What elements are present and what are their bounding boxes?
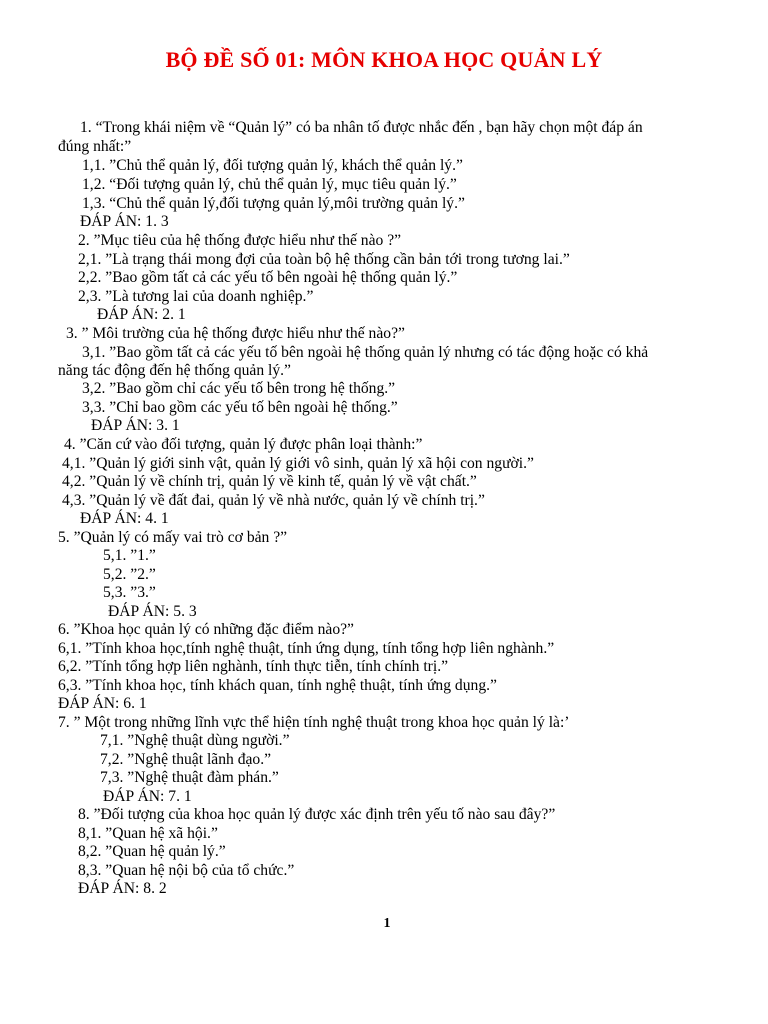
page-number: 1 [383,916,391,931]
document-title: BỘ ĐỀ SỐ 01: MÔN KHOA HỌC QUẢN LÝ [165,47,603,72]
option-3-2: 3,2. ”Bao gồm chỉ các yếu tố bên trong hệ thống.” [82,380,396,397]
question-3: 3. ” Môi trường của hệ thống được hiểu như thế nào?” [66,325,405,342]
option-6-1: 6,1. ”Tính khoa học,tính nghệ thuật, tính ứng dụng, tính tổng hợp liên nghành.” [58,640,555,657]
option-1-2: 1,2. “Đối tượng quản lý, chủ thể quản lý, mục tiêu quản lý.” [82,176,457,193]
option-3-1-line-1: 3,1. ”Bao gồm tất cả các yếu tố bên ngoài hệ thống quản lý nhưng có tác động hoặc có khả [82,344,649,361]
option-5-1: 5,1. ”1.” [103,547,156,564]
option-4-1: 4,1. ”Quản lý giới sinh vật, quản lý giới vô sinh, quản lý xã hội con người.” [62,455,534,472]
option-4-2: 4,2. ”Quản lý về chính trị, quản lý về kinh tế, quản lý về vật chất.” [62,473,477,490]
answer-1: ĐÁP ÁN: 1. 3 [80,213,169,230]
option-2-3: 2,3. ”Là tương lai của doanh nghiệp.” [78,288,314,305]
question-5: 5. ”Quản lý có mấy vai trò cơ bản ?” [58,529,288,546]
answer-6: ĐÁP ÁN: 6. 1 [58,695,147,712]
option-5-2: 5,2. ”2.” [103,566,156,583]
question-1-line-2: đúng nhất:” [58,138,132,155]
option-5-3: 5,3. ”3.” [103,584,156,601]
answer-8: ĐÁP ÁN: 8. 2 [78,880,167,897]
question-6: 6. ”Khoa học quản lý có những đặc điểm nào?” [58,621,354,638]
question-8: 8. ”Đối tượng của khoa học quản lý được xác định trên yếu tố nào sau đây?” [78,806,556,823]
option-8-1: 8,1. ”Quan hệ xã hội.” [78,825,218,842]
answer-4: ĐÁP ÁN: 4. 1 [80,510,169,527]
option-3-1-line-2: năng tác động đến hệ thống quản lý.” [58,362,291,379]
option-8-3: 8,3. ”Quan hệ nội bộ của tổ chức.” [78,862,295,879]
question-1-line-1: 1. “Trong khái niệm về “Quản lý” có ba nhân tố được nhắc đến , bạn hãy chọn một đáp án [80,119,643,136]
question-4: 4. ”Căn cứ vào đối tượng, quản lý được phân loại thành:” [64,436,423,453]
question-2: 2. ”Mục tiêu của hệ thống được hiểu như thế nào ?” [78,232,402,249]
option-6-3: 6,3. ”Tính khoa học, tính khách quan, tính nghệ thuật, tính ứng dụng.” [58,677,497,694]
option-2-2: 2,2. ”Bao gồm tất cả các yếu tố bên ngoài hệ thống quản lý.” [78,269,458,286]
option-4-3: 4,3. ”Quản lý về đất đai, quản lý về nhà nước, quản lý về chính trị.” [62,492,485,509]
option-1-1: 1,1. ”Chủ thể quản lý, đối tượng quản lý, khách thể quản lý.” [82,157,463,174]
answer-7: ĐÁP ÁN: 7. 1 [103,788,192,805]
option-6-2: 6,2. ”Tính tổng hợp liên nghành, tính thực tiễn, tính chính trị.” [58,658,449,675]
option-8-2: 8,2. ”Quan hệ quản lý.” [78,843,226,860]
question-7: 7. ” Một trong những lĩnh vực thể hiện tính nghệ thuật trong khoa học quản lý là:’ [58,714,570,731]
answer-2: ĐÁP ÁN: 2. 1 [97,306,186,323]
answer-5: ĐÁP ÁN: 5. 3 [108,603,197,620]
option-7-3: 7,3. ”Nghệ thuật đàm phán.” [100,769,279,786]
option-2-1: 2,1. ”Là trạng thái mong đợi của toàn bộ hệ thống cần bản tới trong tương lai.” [78,251,570,268]
option-7-2: 7,2. ”Nghệ thuật lãnh đạo.” [100,751,272,768]
option-1-3: 1,3. “Chủ thể quản lý,đối tượng quản lý,môi trường quản lý.” [82,195,465,212]
answer-3: ĐÁP ÁN: 3. 1 [91,417,180,434]
option-3-3: 3,3. ”Chỉ bao gồm các yếu tố bên ngoài hệ thống.” [82,399,398,416]
option-7-1: 7,1. ”Nghệ thuật dùng người.” [100,732,290,749]
